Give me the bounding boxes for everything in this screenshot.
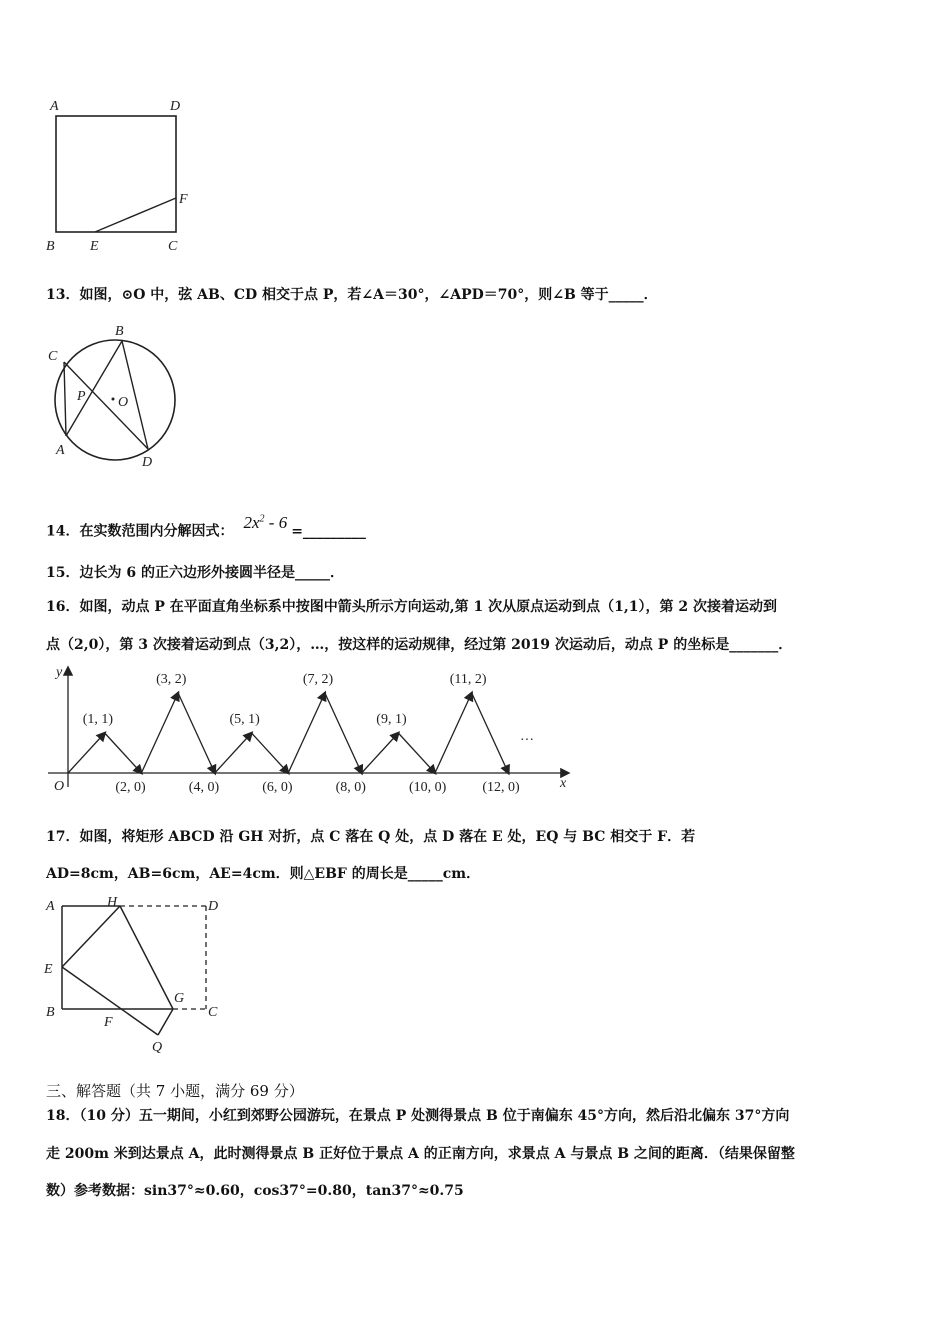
circle-o [55, 340, 175, 460]
zigzag-segments [68, 693, 508, 773]
bottom-point-label: (4, 0) [188, 780, 220, 795]
label-c: C [208, 1005, 218, 1020]
path-segment [435, 693, 472, 773]
question-14 [46, 512, 366, 542]
chord-cd [64, 362, 148, 449]
top-point-label: (3, 2) [156, 672, 187, 687]
question-16-line-2: 点（2,0），第 3 次接着运动到点（3,2），…，按这样的运动规律，经过第 2019 次运动后，动点 P 的坐标是_______． [46, 637, 793, 653]
path-segment [141, 693, 178, 773]
q14-prefix: 14．在实数范围内分解因式： [46, 523, 234, 540]
q14-formula: $2x^2 - 6$ [243, 512, 288, 532]
label-d: D [142, 455, 153, 470]
label-q: Q [152, 1040, 163, 1055]
path-segment [178, 693, 215, 773]
ellipsis: ··· [520, 733, 534, 748]
path-segment [105, 733, 142, 773]
path-segment [215, 733, 252, 773]
question-17-line-2: AD=8cm，AB=6cm，AE=4cm．则△EBF 的周长是_____cm． [46, 866, 481, 882]
bottom-point-label: (10, 0) [409, 780, 447, 795]
top-point-labels [83, 672, 487, 727]
label-h: H [107, 895, 118, 910]
path-segment [68, 733, 105, 773]
label-o: O [118, 395, 129, 410]
top-point-label: (11, 2) [449, 672, 487, 687]
label-e: E [90, 239, 99, 254]
label-d: D [208, 899, 219, 914]
question-13: 13．如图，⊙O 中，弦 AB、CD 相交于点 P，若∠A＝30°，∠APD＝70°，则∠B 等于_____． [46, 287, 658, 303]
question-16-line-1: 16．如图，动点 P 在平面直角坐标系中按图中箭头所示方向运动,第 1 次从原点运动到点（1,1），第 2 次接着运动到 [46, 599, 777, 615]
label-b: B [115, 324, 124, 339]
path-segment [325, 693, 362, 773]
question-17-line-1: 17．如图，将矩形 ABCD 沿 GH 对折，点 C 落在 Q 处，点 D 落在 E 处，EQ 与 BC 相交于 F．若 [46, 829, 696, 845]
label-b: B [46, 239, 55, 254]
bottom-point-label: (2, 0) [115, 780, 146, 795]
label-e: E [44, 962, 53, 977]
label-a: A [46, 899, 55, 914]
path-segment [362, 733, 399, 773]
question-15: 15．边长为 6 的正六边形外接圆半径是_____． [46, 565, 344, 581]
question-18-line-3: 数）参考数据：sin37°≈0.60，cos37°=0.80，tan37°≈0.75 [46, 1183, 464, 1199]
path-segment [398, 733, 435, 773]
label-f: F [179, 192, 188, 207]
label-g: G [174, 991, 185, 1006]
segment-he [62, 906, 120, 967]
q14-answer-blank: =_________ [291, 523, 366, 540]
section-3-heading: 三、解答题（共 7 小题，满分 69 分） [46, 1082, 304, 1100]
segment-ca [64, 362, 66, 436]
label-c: C [48, 349, 58, 364]
figure-circle-o [40, 318, 200, 473]
segment-hg [120, 906, 173, 1009]
origin-label: O [54, 779, 65, 794]
bottom-point-label: (6, 0) [262, 780, 293, 795]
figure-square-abcd [40, 92, 200, 262]
question-18-line-2: 走 200m 米到达景点 A，此时测得景点 B 正好位于景点 A 的正南方向，求景点 A 与景点 B 之间的距离．（结果保留整 [46, 1146, 795, 1162]
bottom-point-label: (8, 0) [335, 780, 366, 795]
question-18-line-1: 18．（10 分）五一期间，小红到郊野公园游玩，在景点 P 处测得景点 B 位于南偏东 45°方向，然后沿北偏东 37°方向 [46, 1108, 790, 1124]
label-f: F [104, 1015, 113, 1030]
top-point-label: (5, 1) [229, 712, 260, 727]
label-c: C [168, 239, 178, 254]
segment-qg [158, 1009, 173, 1035]
bottom-point-label: (12, 0) [482, 780, 520, 795]
figure-zigzag-path [40, 662, 580, 802]
label-d: D [170, 99, 181, 114]
figure-folded-rectangle [40, 892, 230, 1062]
path-segment [252, 733, 289, 773]
square-shape [56, 116, 176, 232]
top-point-label: (1, 1) [82, 712, 114, 727]
path-segment [472, 693, 509, 773]
top-point-label: (9, 1) [376, 712, 407, 727]
center-dot [112, 398, 115, 401]
label-a: A [50, 99, 59, 114]
path-segment [288, 693, 325, 773]
top-point-label: (7, 2) [302, 672, 334, 687]
y-axis-label: y [56, 665, 63, 680]
bottom-point-labels [115, 780, 520, 795]
label-b: B [46, 1005, 55, 1020]
segment-ef [95, 198, 176, 232]
x-axis-label: x [560, 776, 567, 791]
label-a: A [56, 443, 65, 458]
label-p: P [77, 389, 86, 404]
